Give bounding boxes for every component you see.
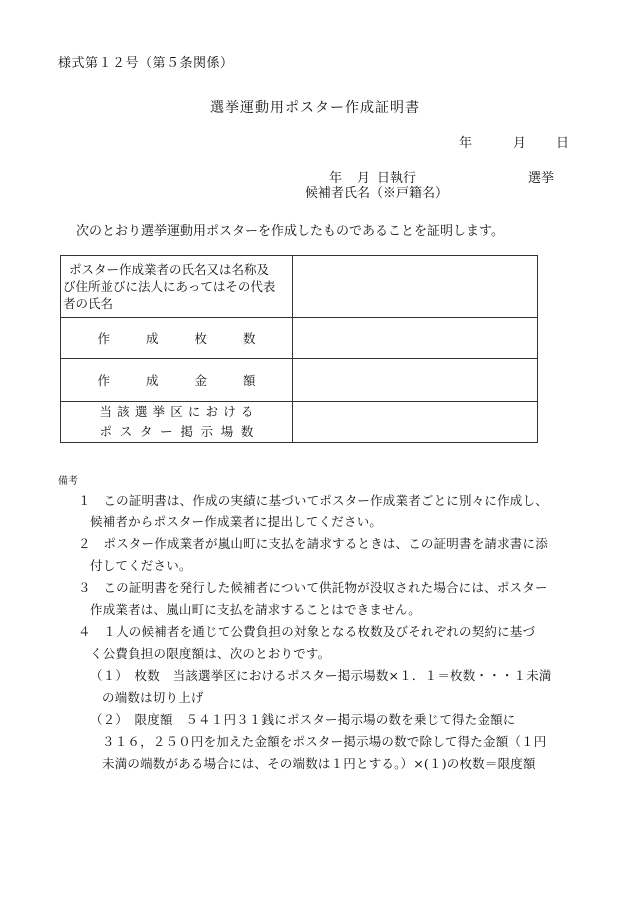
note-line: （２） 限度額 ５４１円３１銭にポスター掲示場の数を乗じて得た金額に bbox=[90, 712, 516, 727]
label-char: 成 bbox=[145, 373, 159, 388]
note-line: ３１６，２５０円を加えた金額をポスター掲示場の数で除して得た金額（１円 bbox=[102, 734, 547, 749]
label-char: 枚 bbox=[194, 331, 207, 346]
label-char: 金 bbox=[194, 373, 207, 388]
label-char: ポ bbox=[99, 424, 113, 439]
label-char: ス bbox=[119, 424, 133, 439]
form-number: 様式第１２号（第５条関係） bbox=[58, 56, 234, 71]
label-char: 場 bbox=[220, 424, 234, 439]
label-char: 額 bbox=[242, 373, 256, 388]
label-char: に bbox=[187, 404, 201, 419]
label-char: 当 bbox=[99, 404, 113, 419]
label-char: け bbox=[223, 404, 236, 419]
note-line: 付してください。 bbox=[90, 558, 192, 573]
label-char: 選 bbox=[134, 404, 148, 419]
table-row bbox=[61, 256, 538, 318]
date-year-label: 年 bbox=[459, 136, 473, 151]
note-line: ２ ポスター作成業者が嵐山町に支払を請求するときは、この証明書を請求書に添 bbox=[78, 536, 548, 551]
table-row bbox=[61, 359, 538, 402]
date-month-label: 月 bbox=[513, 136, 527, 151]
label-line: ポスター作成業者の氏名又は名称及 bbox=[69, 262, 270, 277]
label-line: 者の氏名 bbox=[63, 296, 114, 311]
label-char: 成 bbox=[145, 331, 159, 346]
quantity-value-cell[interactable] bbox=[293, 318, 538, 359]
row-label-quantity bbox=[61, 318, 293, 359]
table-row bbox=[61, 402, 538, 443]
label-char: 数 bbox=[242, 331, 256, 346]
label-char: 示 bbox=[200, 424, 214, 439]
label-char: 挙 bbox=[152, 404, 166, 419]
table-row bbox=[61, 318, 538, 359]
label-char: 作 bbox=[97, 373, 111, 388]
label-char: 作 bbox=[97, 331, 111, 346]
row-label-contractor bbox=[61, 256, 293, 318]
note-line: く公費負担の限度額は、次のとおりです。 bbox=[90, 646, 331, 661]
label-char: 該 bbox=[117, 404, 130, 419]
document-title: 選挙運動用ポスター作成証明書 bbox=[210, 100, 420, 116]
note-line: （１） 枚数 当該選挙区におけるポスター掲示場数×１．１＝枚数・・・１未満 bbox=[90, 668, 552, 683]
certification-statement: 次のとおり選挙運動用ポスターを作成したものであることを証明します。 bbox=[76, 224, 504, 239]
note-line: の端数は切り上げ bbox=[102, 690, 204, 705]
label-char: お bbox=[205, 404, 219, 419]
label-char: タ bbox=[139, 424, 153, 439]
election-year-label: 年 bbox=[329, 171, 343, 186]
note-line: 候補者からポスター作成業者に提出してください。 bbox=[90, 514, 383, 529]
note-line: ３ この証明書を発行した候補者について供託物が没収された場合には、ポスター bbox=[78, 580, 548, 595]
note-line: 作成業者は、嵐山町に支払を請求することはできません。 bbox=[90, 602, 421, 617]
label-line: び住所並びに法人にあってはその代表 bbox=[63, 279, 276, 294]
poster-sites-value-cell[interactable] bbox=[293, 402, 538, 443]
election-name-label: 選挙 bbox=[528, 171, 555, 186]
election-month-label: 月 bbox=[357, 171, 371, 186]
row-label-amount bbox=[61, 359, 293, 402]
candidate-name-label: 候補者氏名（※戸籍名） bbox=[305, 186, 449, 201]
label-char: 数 bbox=[240, 424, 254, 439]
label-char: る bbox=[240, 404, 254, 419]
certificate-table bbox=[60, 255, 538, 443]
row-label-poster-sites bbox=[61, 402, 293, 443]
note-line: ４ １人の候補者を通じて公費負担の対象となる枚数及びそれぞれの契約に基づ bbox=[78, 624, 536, 639]
amount-value-cell[interactable] bbox=[293, 359, 538, 402]
note-line: １ この証明書は、作成の実績に基づいてポスター作成業者ごとに別々に作成し、 bbox=[78, 493, 548, 508]
election-executed-label: 日執行 bbox=[377, 171, 417, 186]
contractor-value-cell[interactable] bbox=[293, 256, 538, 318]
note-line: 未満の端数がある場合には、その端数は１円とする。）×(１)の枚数＝限度額 bbox=[102, 756, 536, 771]
label-char: 区 bbox=[170, 404, 183, 419]
label-char: 掲 bbox=[180, 424, 193, 439]
label-char: ー bbox=[160, 424, 173, 439]
notes-heading: 備考 bbox=[58, 476, 78, 487]
date-day-label: 日 bbox=[556, 136, 570, 151]
